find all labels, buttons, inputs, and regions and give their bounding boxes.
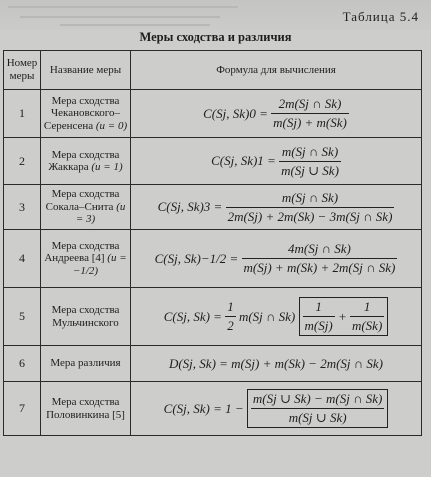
measure-param: (u = 3) — [75, 200, 126, 226]
formula-lhs: C(Sj, Sk)0 = — [203, 105, 268, 121]
row-name — [41, 138, 131, 185]
table-row — [4, 382, 422, 436]
row-number: 6 — [4, 346, 41, 382]
fraction-numerator: 2m(Sj ∩ Sk) — [271, 96, 349, 114]
formula-bracket — [247, 389, 388, 428]
row-name — [41, 90, 131, 138]
measure-param: (u = 0) — [95, 119, 128, 132]
table-row — [4, 346, 422, 382]
row-formula — [131, 230, 422, 288]
row-name — [41, 230, 131, 288]
fraction-numerator: m(Sj ∩ Sk) — [226, 190, 395, 208]
formula-inline: D(Sj, Sk) = m(Sj) + m(Sk) − 2m(Sj ∩ Sk) — [168, 356, 384, 371]
measure-param: (u = −1/2) — [72, 252, 127, 277]
table-label: Таблица 5.4 — [342, 9, 419, 24]
formula-fraction — [271, 96, 349, 131]
row-name — [41, 288, 131, 346]
formula-fraction — [350, 299, 384, 334]
measure-param: (u = 1) — [91, 161, 123, 173]
formula-lhs: C(Sj, Sk) = 1 − — [163, 400, 244, 416]
formula-fraction — [242, 241, 398, 276]
formula-middle: m(Sj ∩ Sk) — [238, 308, 296, 324]
row-formula — [131, 346, 422, 382]
formula-lhs: C(Sj, Sk)3 = — [157, 199, 223, 214]
table-row — [4, 90, 422, 138]
formula-lhs: C(Sj, Sk) = — [163, 308, 222, 324]
formula-fraction — [226, 190, 395, 225]
formula-bracket — [299, 297, 389, 336]
fraction-numerator: 1 — [225, 299, 236, 317]
row-number: 2 — [4, 138, 41, 185]
row-name — [41, 382, 131, 436]
measure-name: Мера сходства Андреева [4] — [44, 239, 120, 265]
measure-name: Мера сходства Половинкина [5] — [46, 396, 125, 421]
measure-name: Мера сходства Мульчинского — [51, 304, 120, 329]
row-number: 1 — [4, 90, 41, 138]
row-formula — [131, 90, 422, 138]
fraction-denominator: m(Sj ∪ Sk) — [288, 410, 347, 425]
fraction-denominator: m(Sj) + m(Sk) + 2m(Sj ∩ Sk) — [243, 260, 396, 275]
row-formula — [131, 288, 422, 346]
measure-name: Мера различия — [50, 357, 121, 370]
fraction-denominator: 2 — [227, 318, 234, 333]
formula-fraction — [251, 391, 384, 426]
row-name — [41, 185, 131, 230]
formula-fraction — [303, 299, 335, 334]
measure-name: Мера сходства Чекановского–Серенсена — [43, 94, 120, 132]
fraction-denominator: m(Sj) + m(Sk) — [273, 115, 347, 130]
row-number: 3 — [4, 185, 41, 230]
fraction-numerator: 1 — [303, 299, 335, 317]
formula-plus: + — [337, 308, 347, 324]
formula-lhs: C(Sj, Sk)−1/2 = — [154, 250, 239, 266]
fraction-numerator: 1 — [350, 299, 384, 317]
fraction-denominator: m(Sj) — [304, 318, 333, 333]
row-formula — [131, 185, 422, 230]
similarity-measures-table — [3, 50, 422, 436]
header-formula: Формула для вычисления — [131, 51, 422, 90]
row-number: 7 — [4, 382, 41, 436]
formula-fraction — [279, 144, 341, 179]
row-number: 5 — [4, 288, 41, 346]
row-name — [41, 346, 131, 382]
fraction-numerator: 4m(Sj ∩ Sk) — [242, 241, 398, 259]
table-caption: Меры сходства и различия — [139, 30, 292, 44]
row-number: 4 — [4, 230, 41, 288]
fraction-denominator: m(Sk) — [351, 318, 383, 333]
table-row — [4, 288, 422, 346]
fraction-denominator: 2m(Sj) + 2m(Sk) − 3m(Sj ∩ Sk) — [227, 208, 393, 224]
row-formula — [131, 382, 422, 436]
fraction-denominator: m(Sj ∪ Sk) — [281, 162, 339, 178]
table-row — [4, 185, 422, 230]
fraction-numerator: m(Sj ∩ Sk) — [279, 144, 341, 162]
formula-lhs: C(Sj, Sk)1 = — [211, 153, 276, 168]
fraction-numerator: m(Sj ∪ Sk) − m(Sj ∩ Sk) — [251, 391, 384, 409]
header-name: Название меры — [41, 51, 131, 90]
header-number: Номер меры — [4, 51, 41, 90]
measure-name: Мера сходства Жаккара — [48, 148, 120, 173]
header-row — [4, 51, 422, 90]
measure-name: Мера сходства Сокала–Снита — [45, 188, 120, 213]
table-row — [4, 138, 422, 185]
formula-half — [225, 299, 236, 334]
table-row — [4, 230, 422, 288]
row-formula — [131, 138, 422, 185]
